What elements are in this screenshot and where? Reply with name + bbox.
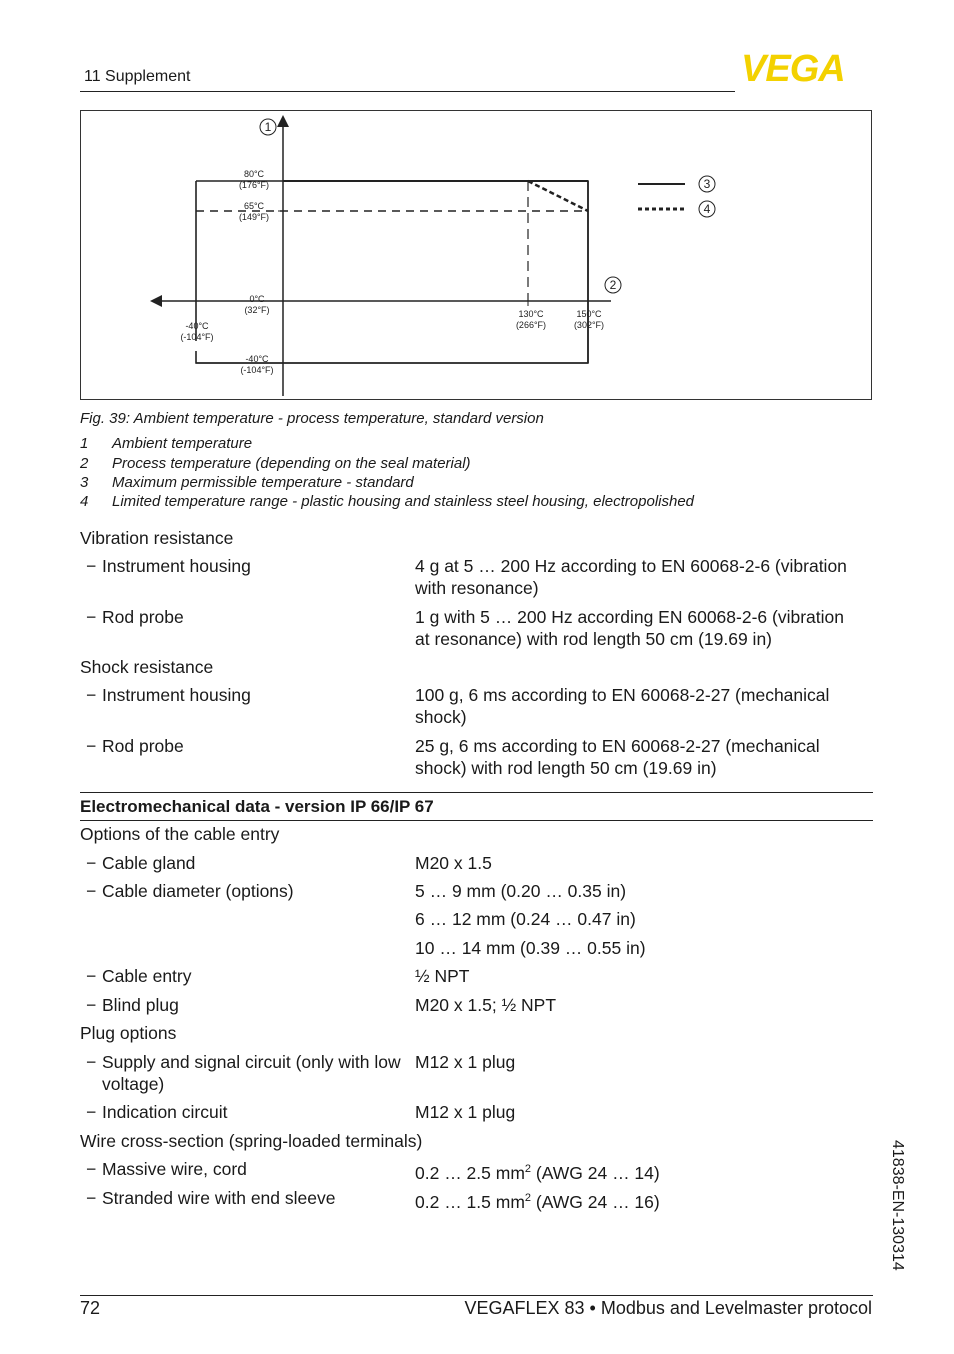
tick-150c: 150°C <box>576 309 602 319</box>
vibration-housing-label: − Instrument housing <box>86 556 251 576</box>
shock-housing-value: 100 g, 6 ms according to EN 60068-2-27 (mechanical shock) <box>415 685 830 727</box>
vibration-rod-value: 1 g with 5 … 200 Hz according EN 60068-2-6 (vibration at resonance) with rod length 50 cm (19.69 in) <box>415 607 844 649</box>
limited-slope <box>528 181 588 211</box>
tick-130c: 130°C <box>518 309 544 319</box>
marker-1: 1 <box>264 120 272 134</box>
shock-title: Shock resistance <box>80 657 214 677</box>
wire-cross-section-title: Wire cross-section (spring-loaded terminals) <box>80 1131 423 1151</box>
tick-176f: (176°F) <box>238 180 270 190</box>
supply-circuit-value: M12 x 1 plug <box>415 1052 516 1072</box>
section-title: 11 Supplement <box>84 68 191 85</box>
tick-0c: 0°C <box>249 294 265 304</box>
cable-diameter-label: − Cable diameter (options) <box>86 881 294 901</box>
temperature-diagram <box>81 111 873 401</box>
shock-housing-label: − Instrument housing <box>86 685 251 705</box>
legend-item: 3 Maximum permissible temperature - standard <box>80 474 414 491</box>
footer-title: VEGAFLEX 83 • Modbus and Levelmaster protocol <box>464 1298 872 1318</box>
cable-entry-options-title: Options of the cable entry <box>80 824 280 844</box>
blind-plug-label: − Blind plug <box>86 995 179 1015</box>
marker-3: 3 <box>703 177 711 191</box>
cable-diameter-value: 5 … 9 mm (0.20 … 0.35 in) <box>415 881 627 901</box>
cable-entry-value: ½ NPT <box>415 966 470 986</box>
logo-text: VEGA <box>741 50 845 84</box>
legend-item: 2 Process temperature (depending on the seal material) <box>80 455 471 472</box>
cable-gland-value: M20 x 1.5 <box>415 853 492 873</box>
vibration-housing-value: 4 g at 5 … 200 Hz according to EN 60068-2-6 (vibration with resonance) <box>415 556 847 598</box>
tick-80c: 80°C <box>243 169 265 179</box>
supply-circuit-label: − Supply and signal circuit (only with low voltage) <box>86 1052 401 1094</box>
massive-wire-label: − Massive wire, cord <box>86 1159 247 1179</box>
marker-2: 2 <box>609 278 617 292</box>
tick-32f: (32°F) <box>244 305 270 315</box>
figure-frame <box>80 110 872 400</box>
cable-diameter-value: 10 … 14 mm (0.39 … 0.55 in) <box>415 938 646 958</box>
tick-minus40c-left: -40°C <box>185 321 209 331</box>
indication-circuit-label: − Indication circuit <box>86 1102 228 1122</box>
tick-266f: (266°F) <box>515 320 547 330</box>
tick-minus40c-bottom: -40°C <box>245 354 269 364</box>
section-heading: Electromechanical data - version IP 66/IP 67 <box>80 797 434 816</box>
shock-rod-value: 25 g, 6 ms according to EN 60068-2-27 (mechanical shock) with rod length 50 cm (19.69 in) <box>415 736 820 778</box>
plug-options-title: Plug options <box>80 1023 177 1043</box>
stranded-wire-label: − Stranded wire with end sleeve <box>86 1188 336 1208</box>
figure-caption: Fig. 39: Ambient temperature - process temperature, standard version <box>80 410 544 427</box>
footer-rule <box>80 1295 873 1296</box>
vega-logo <box>741 50 873 84</box>
legend-item: 4 Limited temperature range - plastic housing and stainless steel housing, electropolished <box>80 493 695 510</box>
shock-rod-label: − Rod probe <box>86 736 184 756</box>
vibration-rod-label: − Rod probe <box>86 607 184 627</box>
document-code: 41838-EN-130314 <box>889 1140 906 1271</box>
tick-minus104f-bottom: (-104°F) <box>240 365 274 375</box>
indication-circuit-value: M12 x 1 plug <box>415 1102 516 1122</box>
tick-minus104f-left: (-104°F) <box>180 332 214 342</box>
header-rule <box>80 91 735 92</box>
cable-gland-label: − Cable gland <box>86 853 196 873</box>
marker-4: 4 <box>703 202 711 216</box>
tick-149f: (149°F) <box>238 212 270 222</box>
tick-302f: (302°F) <box>573 320 605 330</box>
massive-wire-value: 0.2 … 2.5 $mm^2$ (AWG 24 … 14) <box>415 1162 660 1183</box>
blind-plug-value: M20 x 1.5; ½ NPT <box>415 995 557 1015</box>
page-number: 72 <box>80 1298 101 1318</box>
stranded-wire-value: 0.2 … 1.5 $mm^2$ (AWG 24 … 16) <box>415 1191 660 1212</box>
section-heading-bar <box>80 792 873 821</box>
cable-diameter-value: 6 … 12 mm (0.24 … 0.47 in) <box>415 909 636 929</box>
tick-65c: 65°C <box>243 201 265 211</box>
vibration-title: Vibration resistance <box>80 528 234 548</box>
cable-entry-label: − Cable entry <box>86 966 192 986</box>
legend-item: 1 Ambient temperature <box>80 435 253 452</box>
